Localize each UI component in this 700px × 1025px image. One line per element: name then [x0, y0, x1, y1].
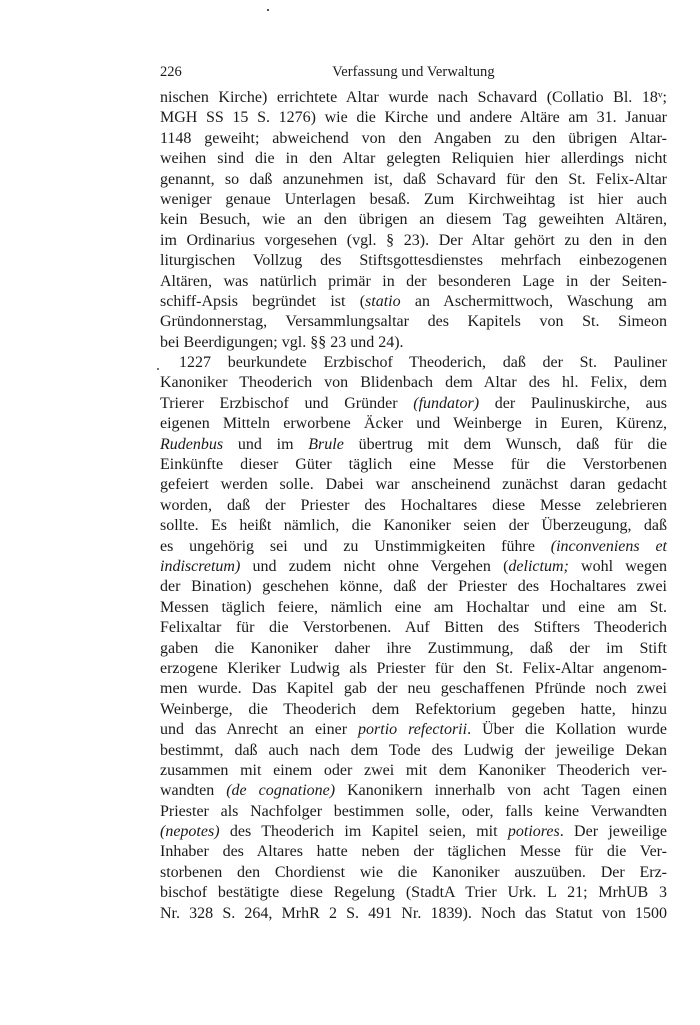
text-run: 1227 beurkundete Erzbischof Theoderich, daß der St. Pauliner [179, 354, 667, 372]
text-run: Weinberge, die Theoderich dem Refektorium gegeben hatte, hinzu [160, 700, 667, 718]
text-run: bischof bestätigte diese Regelung (StadtA Trier Urk. L 21; MrhUB 3 [160, 884, 667, 902]
text-run: Gründonnerstag, Versammlungsaltar des Kapitels von St. Simeon [160, 313, 667, 331]
italic-text: (de cognatione) [226, 782, 336, 800]
text-run: 1148 geweiht; abweichend von den Angaben zu den übrigen Altar- [160, 129, 667, 147]
text-run: Nr. 328 S. 264, MrhR 2 S. 491 Nr. 1839). Noch das Statut von 1500 [160, 904, 667, 922]
text-line [160, 333, 667, 353]
text-line [160, 598, 667, 618]
text-line [160, 394, 667, 414]
text-line [160, 537, 667, 557]
text-run: nischen Kirche) errichtete Altar wurde nach Schavard (Collatio Bl. 18ᵛ; [160, 89, 667, 106]
text-run: . Über die Kollation wurde [467, 721, 667, 739]
text-run: an Aschermittwoch, Waschung am [400, 292, 668, 310]
text-run: Felixaltar für die Verstorbenen. Auf Bitten des Stifters Theoderich [160, 619, 667, 637]
text-line [160, 822, 667, 842]
text-run: der Paulinuskirche, aus [479, 394, 667, 412]
text-line [160, 353, 667, 373]
text-line [160, 741, 667, 761]
text-run: gaben die Kanoniker daher ihre Zustimmung, daß der im Stift [160, 639, 667, 657]
text-run: wandten [160, 782, 227, 800]
running-head [160, 62, 667, 82]
text-run: eigenen Mitteln erworbene Äcker und Weinberge in Euren, Kürenz, [160, 415, 667, 433]
text-line [160, 781, 667, 801]
text-run: erzogene Kleriker Ludwig als Priester für den St. Felix-Altar angenom- [160, 659, 667, 677]
text-line [160, 129, 667, 149]
text-line [160, 842, 667, 862]
text-run: Kanoniker Theoderich von Blidenbach dem Altar des hl. Felix, dem [160, 374, 667, 392]
text-line [160, 639, 667, 659]
text-run: storbenen den Chordienst wie die Kanoniker auszuüben. Der Erz- [160, 863, 667, 881]
text-line [160, 312, 667, 332]
italic-text: statio [365, 292, 401, 310]
text-line [160, 251, 667, 271]
page-number: 226 [160, 64, 182, 80]
text-run: Kanonikern innerhalb von acht Tagen einen [335, 782, 667, 800]
text-line [160, 231, 667, 251]
text-run: und das Anrecht an einer [160, 721, 359, 739]
text-run: . Der jeweilige [559, 823, 668, 841]
text-run: bei Beerdigungen; vgl. §§ 23 und 24). [160, 333, 404, 351]
margin-mark [157, 368, 159, 370]
text-line [160, 373, 667, 393]
italic-text: portio refectorii [358, 721, 468, 739]
text-run: Einkünfte dieser Güter täglich eine Messe für die Verstorbenen [160, 456, 667, 474]
text-run: übertrug mit dem Wunsch, daß für die [343, 435, 668, 453]
text-run: men wurde. Das Kapitel gab der neu geschaffenen Pfründe noch zwei [160, 680, 667, 698]
text-line [160, 883, 667, 903]
text-run: sollte. Es heißt nämlich, die Kanoniker seien der Überzeugung, daß [160, 517, 667, 535]
text-run: Messen täglich feiere, nämlich eine am Hochaltar und eine am St. [160, 598, 667, 616]
italic-text: indiscretum) [160, 557, 241, 575]
text-run: Trierer Erzbischof und Gründer [160, 394, 414, 412]
text-line [160, 679, 667, 699]
text-run: worden, daß der Priester des Hochaltares diese Messe zelebrieren [160, 496, 667, 514]
text-run: zusammen mit einem oder zwei mit dem Kanoniker Theoderich ver- [160, 761, 667, 779]
text-run: der Bination) geschehen könne, daß der Priester des Hochaltares zwei [160, 578, 667, 596]
text-line [160, 108, 667, 128]
text-line [160, 455, 667, 475]
text-run: schiff-Apsis begründet ist ( [160, 292, 366, 310]
text-run: kein Besuch, wie an den übrigen an diesem Tag geweihten Altären, [160, 211, 667, 229]
italic-text: Brule [308, 435, 344, 453]
text-line [160, 149, 667, 169]
text-line [160, 414, 667, 434]
text-run: und im [223, 435, 309, 453]
text-line [160, 272, 667, 292]
text-run: bestimmt, daß auch nach dem Tode des Ludwig der jeweilige Dekan [160, 741, 667, 759]
text-run: im Ordinarius vorgesehen (vgl. § 23). Der Altar gehört zu den in den [160, 231, 667, 249]
text-run: MGH SS 15 S. 1276) wie die Kirche und andere Altäre am 31. Januar [160, 109, 667, 127]
text-run: weniger genaue Unterlagen besaß. Zum Kirchweihtag ist hier auch [160, 190, 667, 208]
text-line [160, 88, 667, 108]
text-line [160, 170, 667, 190]
body-text [160, 88, 667, 924]
text-run: Priester als Nachfolger bestimmen solle, oder, falls keine Verwandten [160, 802, 667, 820]
scan-speck [267, 9, 269, 11]
text-run: genannt, so daß anzunehmen ist, daß Schavard für den St. Felix-Altar [160, 170, 667, 188]
text-line [160, 904, 667, 924]
text-run: gefeiert werden solle. Dabei war anscheinend zunächst daran gedacht [160, 476, 667, 494]
text-line [160, 190, 667, 210]
italic-text: Rudenbus [160, 435, 224, 453]
text-line [160, 802, 667, 822]
text-run: Inhaber des Altares hatte neben der täglichen Messe für die Ver- [160, 843, 667, 861]
text-run: es ungehörig sei und zu Unstimmigkeiten führe [160, 537, 551, 555]
text-line [160, 618, 667, 638]
text-line [160, 475, 667, 495]
text-line [160, 496, 667, 516]
text-line [160, 210, 667, 230]
text-run: weihen sind die in den Altar gelegten Reliquien hier allerdings nicht [160, 150, 667, 168]
text-line [160, 292, 667, 312]
italic-text: (nepotes) [160, 823, 220, 841]
text-line [160, 659, 667, 679]
text-run: Altären, was natürlich primär in der besonderen Lage in der Seiten- [160, 272, 667, 290]
text-line [160, 557, 667, 577]
text-run: wohl wegen [568, 557, 667, 575]
text-line [160, 435, 667, 455]
text-line [160, 516, 667, 536]
italic-text: (fundator) [413, 394, 480, 412]
text-run: des Theoderich im Kapitel seien, mit [219, 823, 508, 841]
text-line [160, 720, 667, 740]
text-line [160, 700, 667, 720]
italic-text: (inconveniens et [550, 537, 667, 555]
italic-text: potiores [507, 823, 560, 841]
text-run: liturgischen Vollzug des Stiftsgottesdienstes mehrfach einbezogenen [160, 252, 667, 270]
text-line [160, 577, 667, 597]
italic-text: delictum; [508, 557, 569, 575]
text-run: und zudem nicht ohne Vergehen ( [240, 557, 509, 575]
text-line [160, 761, 667, 781]
text-line [160, 863, 667, 883]
running-head-title: Verfassung und Verwaltung [332, 64, 495, 80]
